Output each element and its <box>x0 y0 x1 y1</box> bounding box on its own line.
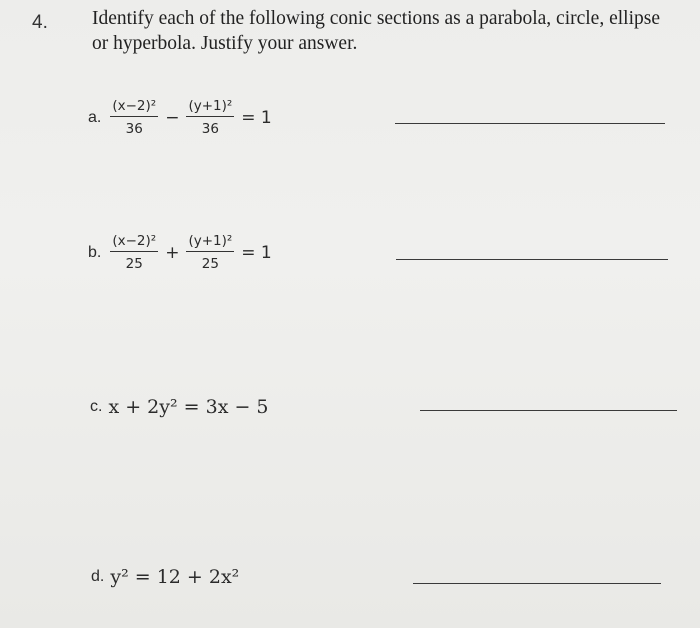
fraction-y-term <box>186 233 234 272</box>
item-d <box>91 566 239 588</box>
fraction-numerator: (y+1)² <box>188 98 233 114</box>
fraction-denominator: 25 <box>125 256 143 273</box>
operator: − <box>165 107 180 128</box>
fraction-numerator: (x−2)² <box>112 98 157 114</box>
answer-line-a[interactable] <box>395 123 665 124</box>
fraction-y-term <box>186 98 234 137</box>
fraction-numerator: (x−2)² <box>112 233 157 249</box>
item-letter: b. <box>88 243 102 261</box>
fraction-denominator: 36 <box>125 121 143 138</box>
item-a <box>88 98 276 137</box>
fraction-denominator: 36 <box>201 121 219 138</box>
equation: y² = 12 + 2x² <box>110 566 240 588</box>
equation: x + 2y² = 3x − 5 <box>108 396 269 418</box>
fraction-x-term <box>110 233 158 272</box>
fraction-denominator: 25 <box>201 256 219 273</box>
answer-line-d[interactable] <box>413 583 661 584</box>
item-letter: c. <box>90 398 103 415</box>
answer-line-b[interactable] <box>396 259 668 260</box>
item-c <box>90 396 269 418</box>
fraction-x-term <box>110 98 158 137</box>
item-b <box>88 233 276 272</box>
equation-rhs: = 1 <box>241 107 272 128</box>
item-letter: d. <box>91 568 105 585</box>
operator: + <box>165 242 180 263</box>
answer-line-c[interactable] <box>420 410 677 411</box>
equation-rhs: = 1 <box>241 242 272 263</box>
item-letter: a. <box>88 108 102 126</box>
problem-number: 4. <box>32 12 48 33</box>
fraction-numerator: (y+1)² <box>188 233 233 249</box>
problem-instruction: Identify each of the following conic sections as a parabola, circle, ellipse or hyperbola. Justify your answer. <box>92 8 660 54</box>
